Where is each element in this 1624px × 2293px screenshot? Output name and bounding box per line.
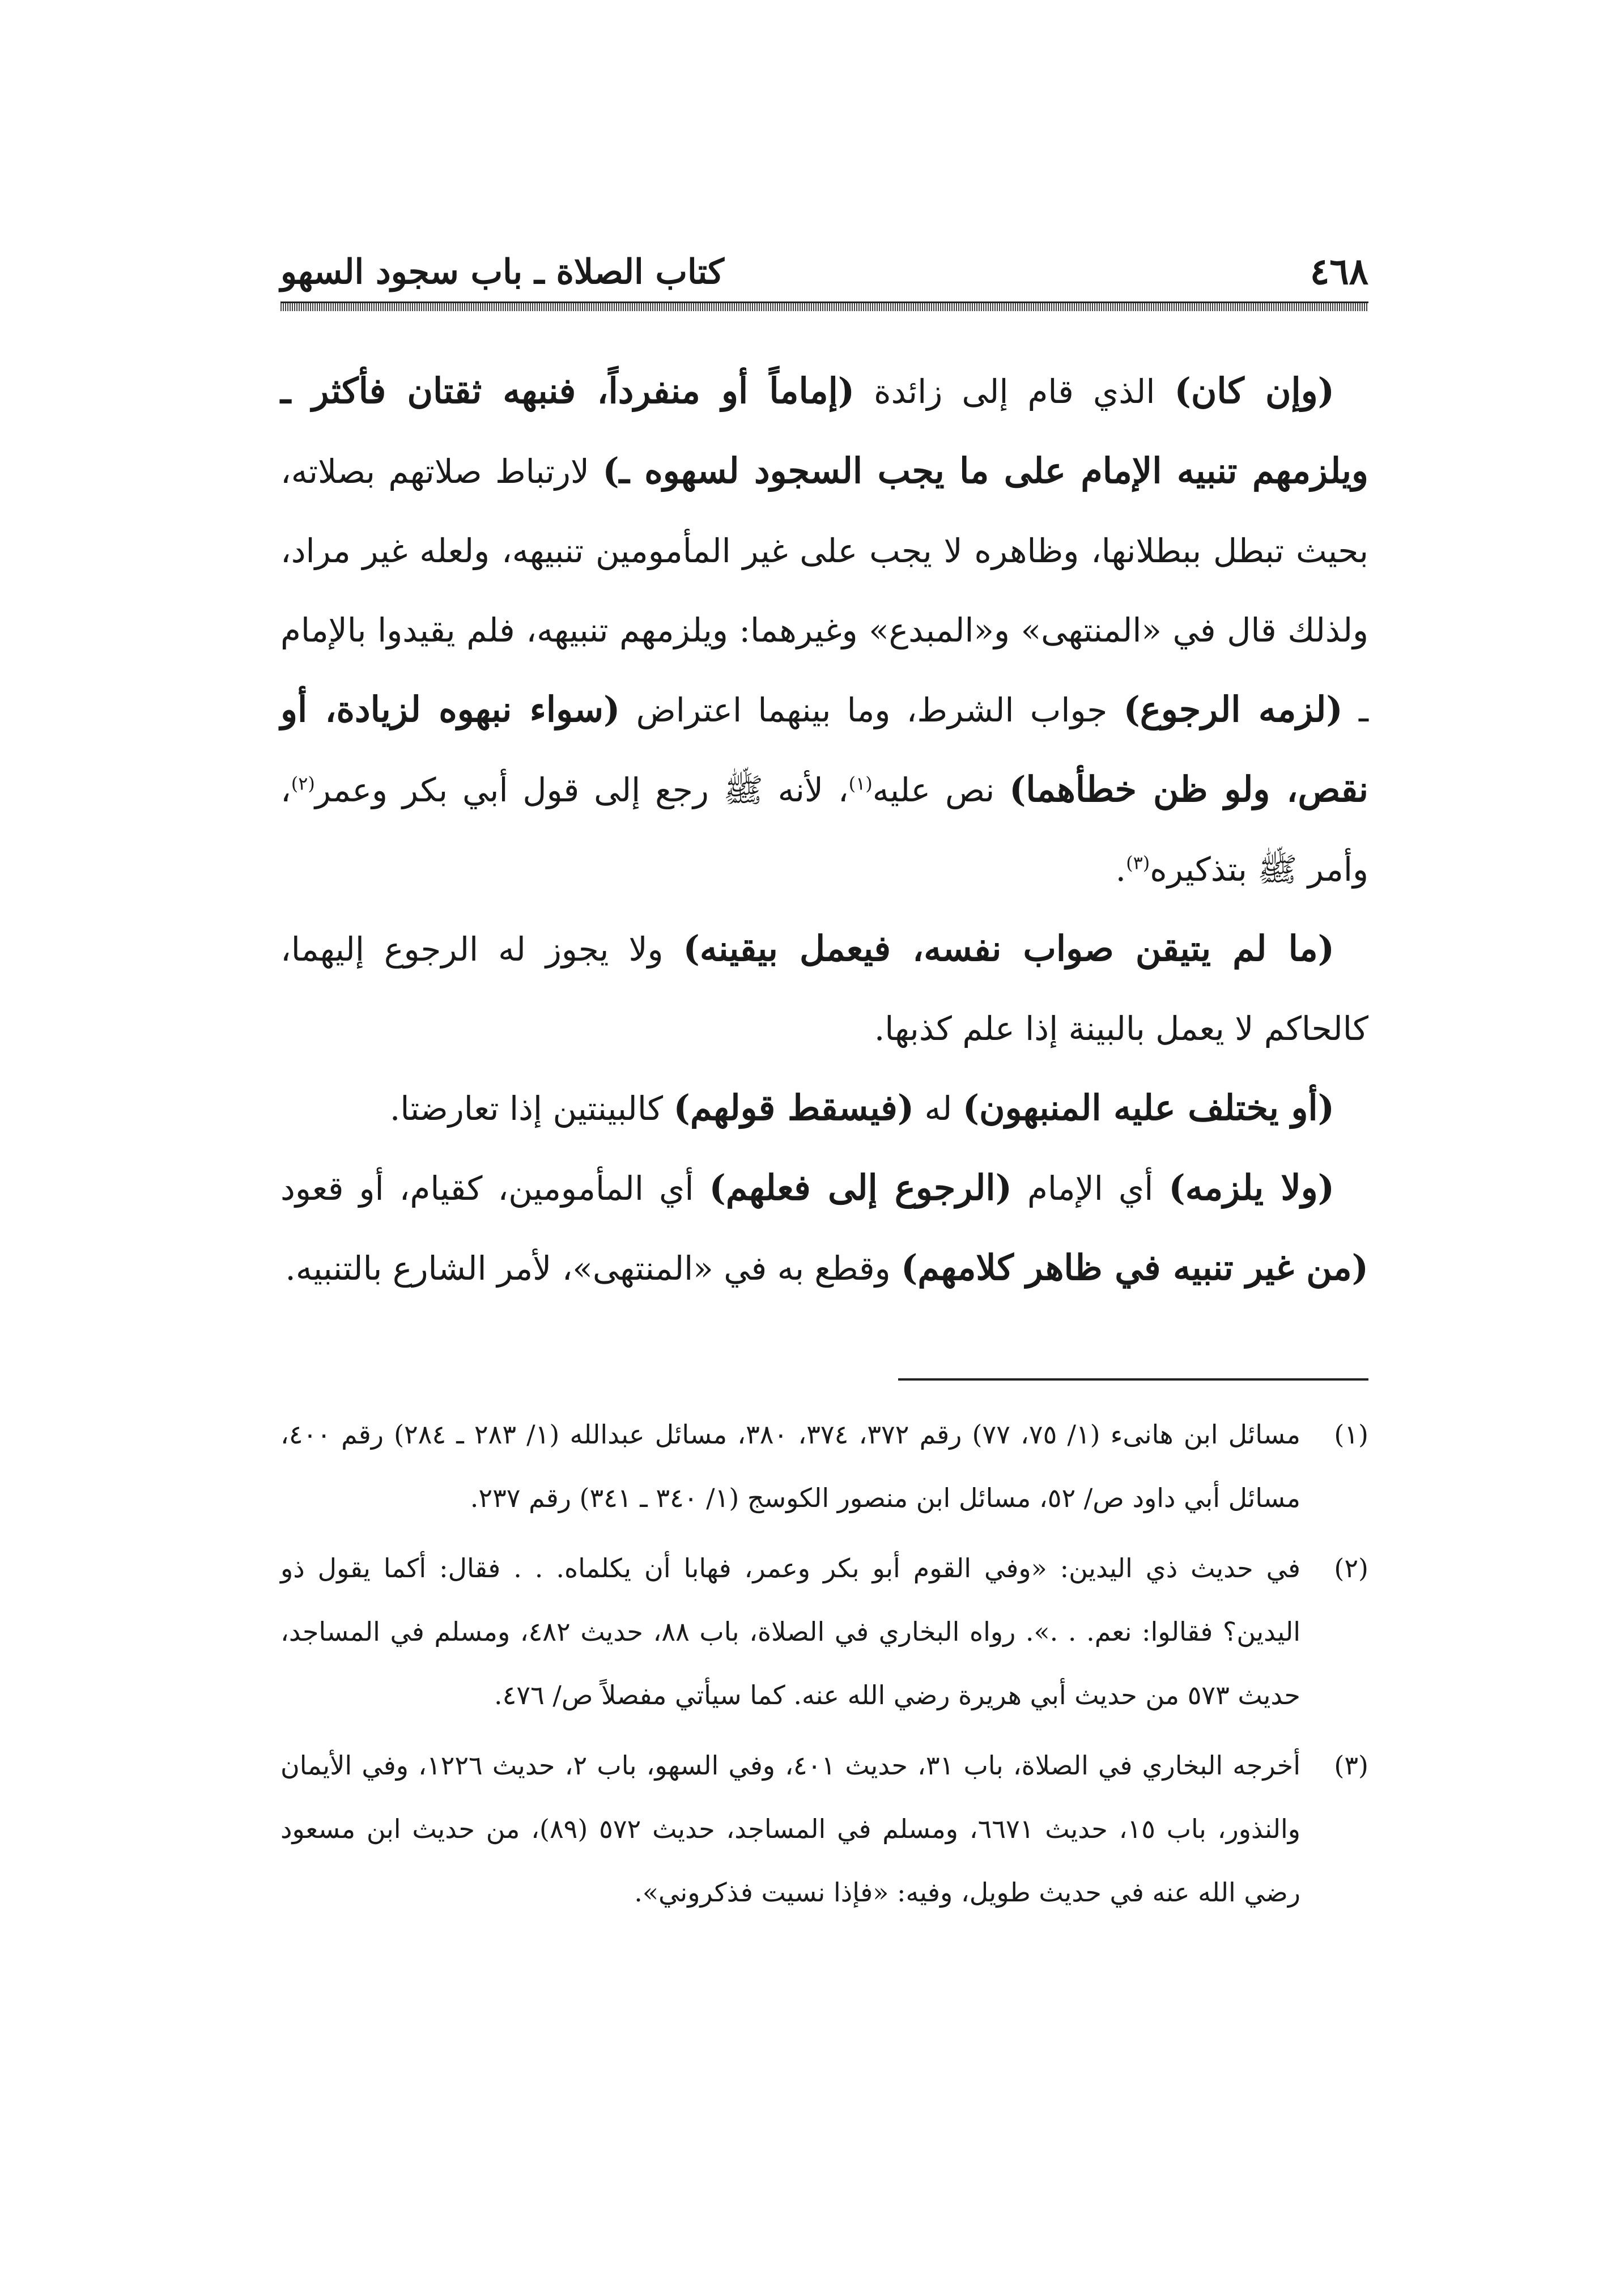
matn-text: (سواء نبهوه لزيادة، أو نقص، ولو ظن خطأهما)	[280, 689, 1368, 810]
footnote-text: مسائل ابن هانىء (١/ ٧٥، ٧٧) رقم ٣٧٢، ٣٧٤، ٣٨٠، مسائل عبدالله (١/ ٢٨٣ ـ ٢٨٤) رقم ٤٠٠، مسائل أبي داود ص/ ٥٢، مسائل ابن منصور الكوسج (١/ ٣٤٠ ـ ٣٤١) رقم ٢٣٧.	[280, 1419, 1301, 1513]
footnotes	[280, 1403, 1368, 1931]
page-number: ٤٦٨	[1310, 250, 1368, 293]
sharh-text: لارتباط صلاتهم بصلاته، بحيث تبطل ببطلانها، وظاهره لا يجب على غير المأمومين تنبيهه، ولعله غير مراد، ولذلك قال في «المنتهى» و«المبدع» وغيرهما: ويلزمهم تنبيهه، فلم يقيدوا بالإمام ـ	[280, 452, 1369, 729]
footnote-2	[280, 1536, 1368, 1727]
sharh-text: ، وأمر ﷺ بتذكيره	[280, 771, 1368, 889]
matn-text: (فيسقط قولهم)	[673, 1087, 915, 1128]
footnote-ref-2[interactable]: (٢)	[291, 772, 315, 795]
footnote-ref-1[interactable]: (١)	[848, 772, 873, 795]
paragraph-1	[280, 351, 1368, 909]
footnote-3	[280, 1734, 1368, 1924]
sharh-text: جواب الشرط، وما بينهما اعتراض	[620, 691, 1124, 729]
paragraph-2	[280, 909, 1368, 1068]
matn-text: (أو يختلف عليه المنبهون)	[962, 1087, 1334, 1128]
page-header	[280, 249, 1368, 295]
matn-text: (ما لم يتيقن صواب نفسه، فيعمل بيقينه)	[683, 928, 1335, 969]
header-divider	[280, 302, 1368, 311]
matn-text: (ولا يلزمه)	[1168, 1167, 1334, 1208]
sharh-text: أي المأمومين، كقيام، أو قعود	[280, 1169, 709, 1208]
sharh-text: نص عليه	[872, 771, 1010, 809]
sharh-text: له	[914, 1089, 963, 1128]
paragraph-3	[280, 1068, 1368, 1148]
matn-text: (إماماً أو منفرداً، فنبهه ثقتان فأكثر ـ ويلزمهم تنبيه الإمام على ما يجب السجود لسهوه ـ)	[280, 370, 1368, 491]
matn-text: (لزمه الرجوع)	[1123, 689, 1343, 730]
running-title: كتاب الصلاة ـ باب سجود السهو	[280, 252, 724, 292]
sharh-text: ، لأنه ﷺ رجع إلى قول أبي بكر وعمر	[314, 771, 849, 809]
sharh-text: كالبينتين إذا تعارضتا.	[389, 1089, 674, 1128]
matn-text: (وإن كان)	[1174, 370, 1334, 411]
footnote-text: أخرجه البخاري في الصلاة، باب ٣١، حديث ٤٠١، وفي السهو، باب ٢، حديث ١٢٢٦، وفي الأيمان والنذور، باب ١٥، حديث ٦٦٧١، ومسلم في المساجد، حديث ٥٧٢ (٨٩)، من حديث ابن مسعود رضي الله عنه في حديث طويل، وفيه: «فإذا نسيت فذكروني».	[280, 1750, 1300, 1908]
footnote-ref-3[interactable]: (٣)	[1126, 852, 1150, 874]
footnote-number: (٢)	[1334, 1553, 1368, 1583]
footnote-divider	[898, 1378, 1368, 1381]
matn-text: (من غير تنبيه في ظاهر كلامهم)	[901, 1247, 1368, 1288]
sharh-text: أي الإمام	[1011, 1169, 1169, 1208]
paragraph-4	[280, 1148, 1368, 1308]
footnote-1	[280, 1403, 1368, 1530]
sharh-text: ولا يجوز له الرجوع إليهما، كالحاكم لا يعمل بالبينة إذا علم كذبها.	[280, 930, 1368, 1048]
sharh-text: الذي قام إلى زائدة	[854, 372, 1175, 411]
footnote-number: (١)	[1334, 1419, 1368, 1450]
footnote-text: في حديث ذي اليدين: «وفي القوم أبو بكر وعمر، فهابا أن يكلماه. . . فقال: أكما يقول ذو اليدين؟ فقالوا: نعم. . .». رواه البخاري في الصلاة، باب ٨٨، حديث ٤٨٢، ومسلم في المساجد، حديث ٥٧٣ من حديث أبي هريرة رضي الله عنه. كما سيأتي مفصلاً ص/ ٤٧٦.	[280, 1553, 1300, 1710]
main-text	[280, 351, 1368, 1308]
footnote-number: (٣)	[1334, 1750, 1368, 1781]
sharh-text: وقطع به في «المنتهى»، لأمر الشارع بالتنبيه.	[285, 1249, 902, 1288]
matn-text: (الرجوع إلى فعلهم)	[709, 1167, 1012, 1208]
sharh-text: .	[1115, 850, 1126, 889]
